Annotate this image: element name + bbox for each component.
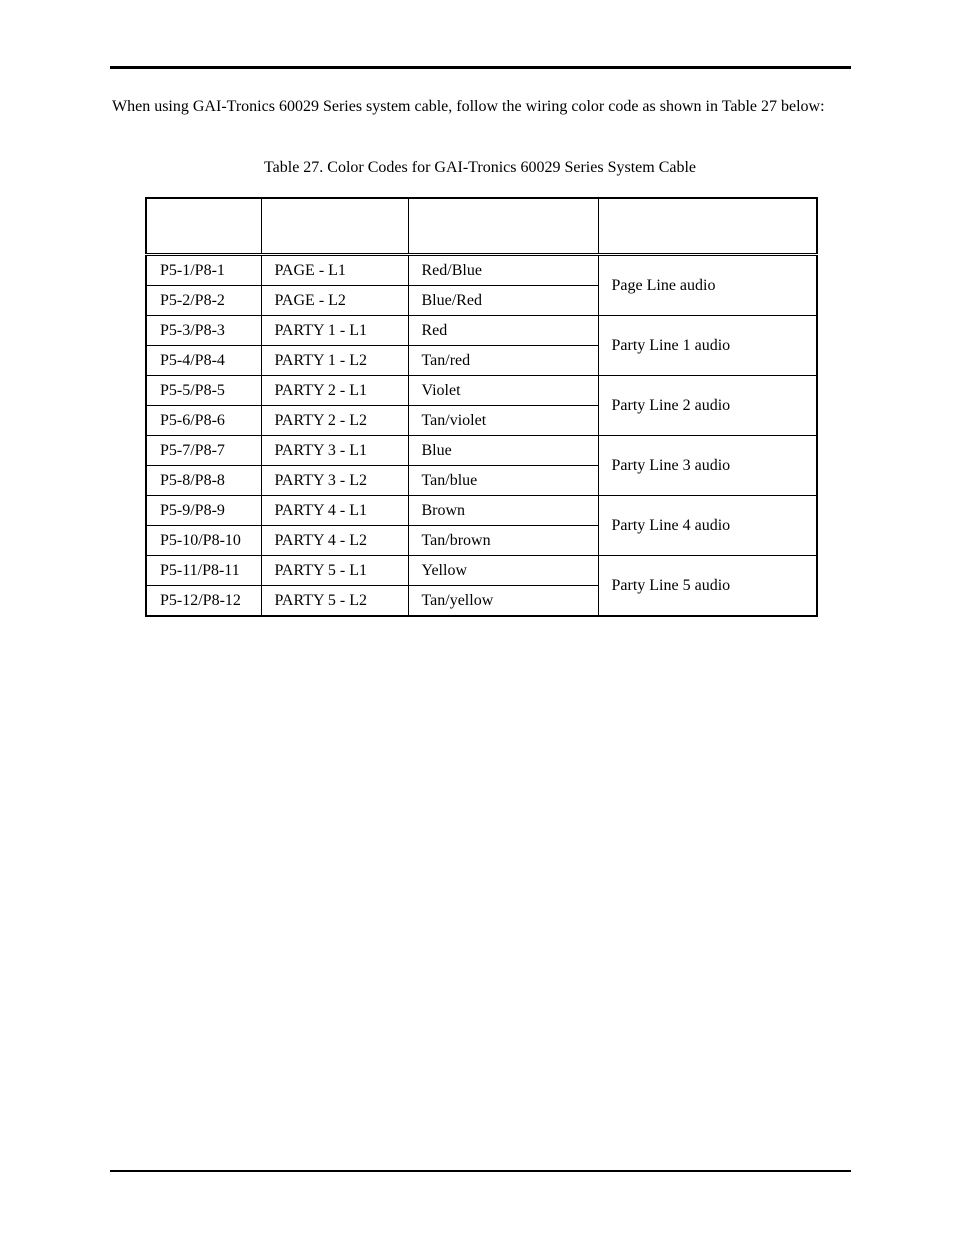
table-row — [146, 556, 817, 586]
wire-color-cell: Violet — [408, 376, 598, 406]
function-cell: Party Line 5 audio — [598, 556, 817, 617]
pin-cell: P5-8/P8-8 — [146, 466, 261, 496]
function-cell: Party Line 4 audio — [598, 496, 817, 556]
color-code-table — [145, 197, 818, 617]
function-cell: Party Line 1 audio — [598, 316, 817, 376]
pin-cell: P5-3/P8-3 — [146, 316, 261, 346]
header-rule — [110, 66, 851, 69]
table-row — [146, 496, 817, 526]
header-cell-3 — [408, 198, 598, 255]
function-cell: Party Line 3 audio — [598, 436, 817, 496]
signal-cell: PARTY 4 - L2 — [261, 526, 408, 556]
function-cell: Party Line 2 audio — [598, 376, 817, 436]
signal-cell: PARTY 1 - L2 — [261, 346, 408, 376]
signal-cell: PARTY 3 - L1 — [261, 436, 408, 466]
signal-cell: PARTY 1 - L1 — [261, 316, 408, 346]
header-cell-2 — [261, 198, 408, 255]
intro-paragraph: When using GAI-Tronics 60029 Series system cable, follow the wiring color code as shown in Table 27 below: — [112, 98, 825, 115]
pin-cell: P5-12/P8-12 — [146, 586, 261, 617]
pin-cell: P5-11/P8-11 — [146, 556, 261, 586]
wire-color-cell: Blue — [408, 436, 598, 466]
table-row — [146, 316, 817, 346]
wire-color-cell: Yellow — [408, 556, 598, 586]
table-row — [146, 376, 817, 406]
wire-color-cell: Tan/red — [408, 346, 598, 376]
wire-color-cell: Red/Blue — [408, 255, 598, 286]
pin-cell: P5-2/P8-2 — [146, 286, 261, 316]
wire-color-cell: Tan/brown — [408, 526, 598, 556]
wire-color-cell: Tan/violet — [408, 406, 598, 436]
footer-rule — [110, 1170, 851, 1172]
table-row — [146, 255, 817, 286]
signal-cell: PARTY 2 - L1 — [261, 376, 408, 406]
pin-cell: P5-1/P8-1 — [146, 255, 261, 286]
pin-cell: P5-5/P8-5 — [146, 376, 261, 406]
header-cell-1 — [146, 198, 261, 255]
signal-cell: PARTY 3 - L2 — [261, 466, 408, 496]
wire-color-cell: Tan/blue — [408, 466, 598, 496]
wire-color-cell: Brown — [408, 496, 598, 526]
wire-color-cell: Tan/yellow — [408, 586, 598, 617]
header-cell-4 — [598, 198, 817, 255]
table-caption: Table 27. Color Codes for GAI-Tronics 60029 Series System Cable — [263, 159, 697, 176]
wire-color-cell: Blue/Red — [408, 286, 598, 316]
pin-cell: P5-4/P8-4 — [146, 346, 261, 376]
signal-cell: PAGE - L2 — [261, 286, 408, 316]
signal-cell: PARTY 5 - L2 — [261, 586, 408, 617]
pin-cell: P5-10/P8-10 — [146, 526, 261, 556]
signal-cell: PARTY 4 - L1 — [261, 496, 408, 526]
wire-color-cell: Red — [408, 316, 598, 346]
table-row — [146, 436, 817, 466]
function-cell: Page Line audio — [598, 255, 817, 316]
signal-cell: PARTY 5 - L1 — [261, 556, 408, 586]
signal-cell: PAGE - L1 — [261, 255, 408, 286]
table-header-row — [146, 198, 817, 255]
pin-cell: P5-7/P8-7 — [146, 436, 261, 466]
pin-cell: P5-6/P8-6 — [146, 406, 261, 436]
pin-cell: P5-9/P8-9 — [146, 496, 261, 526]
signal-cell: PARTY 2 - L2 — [261, 406, 408, 436]
